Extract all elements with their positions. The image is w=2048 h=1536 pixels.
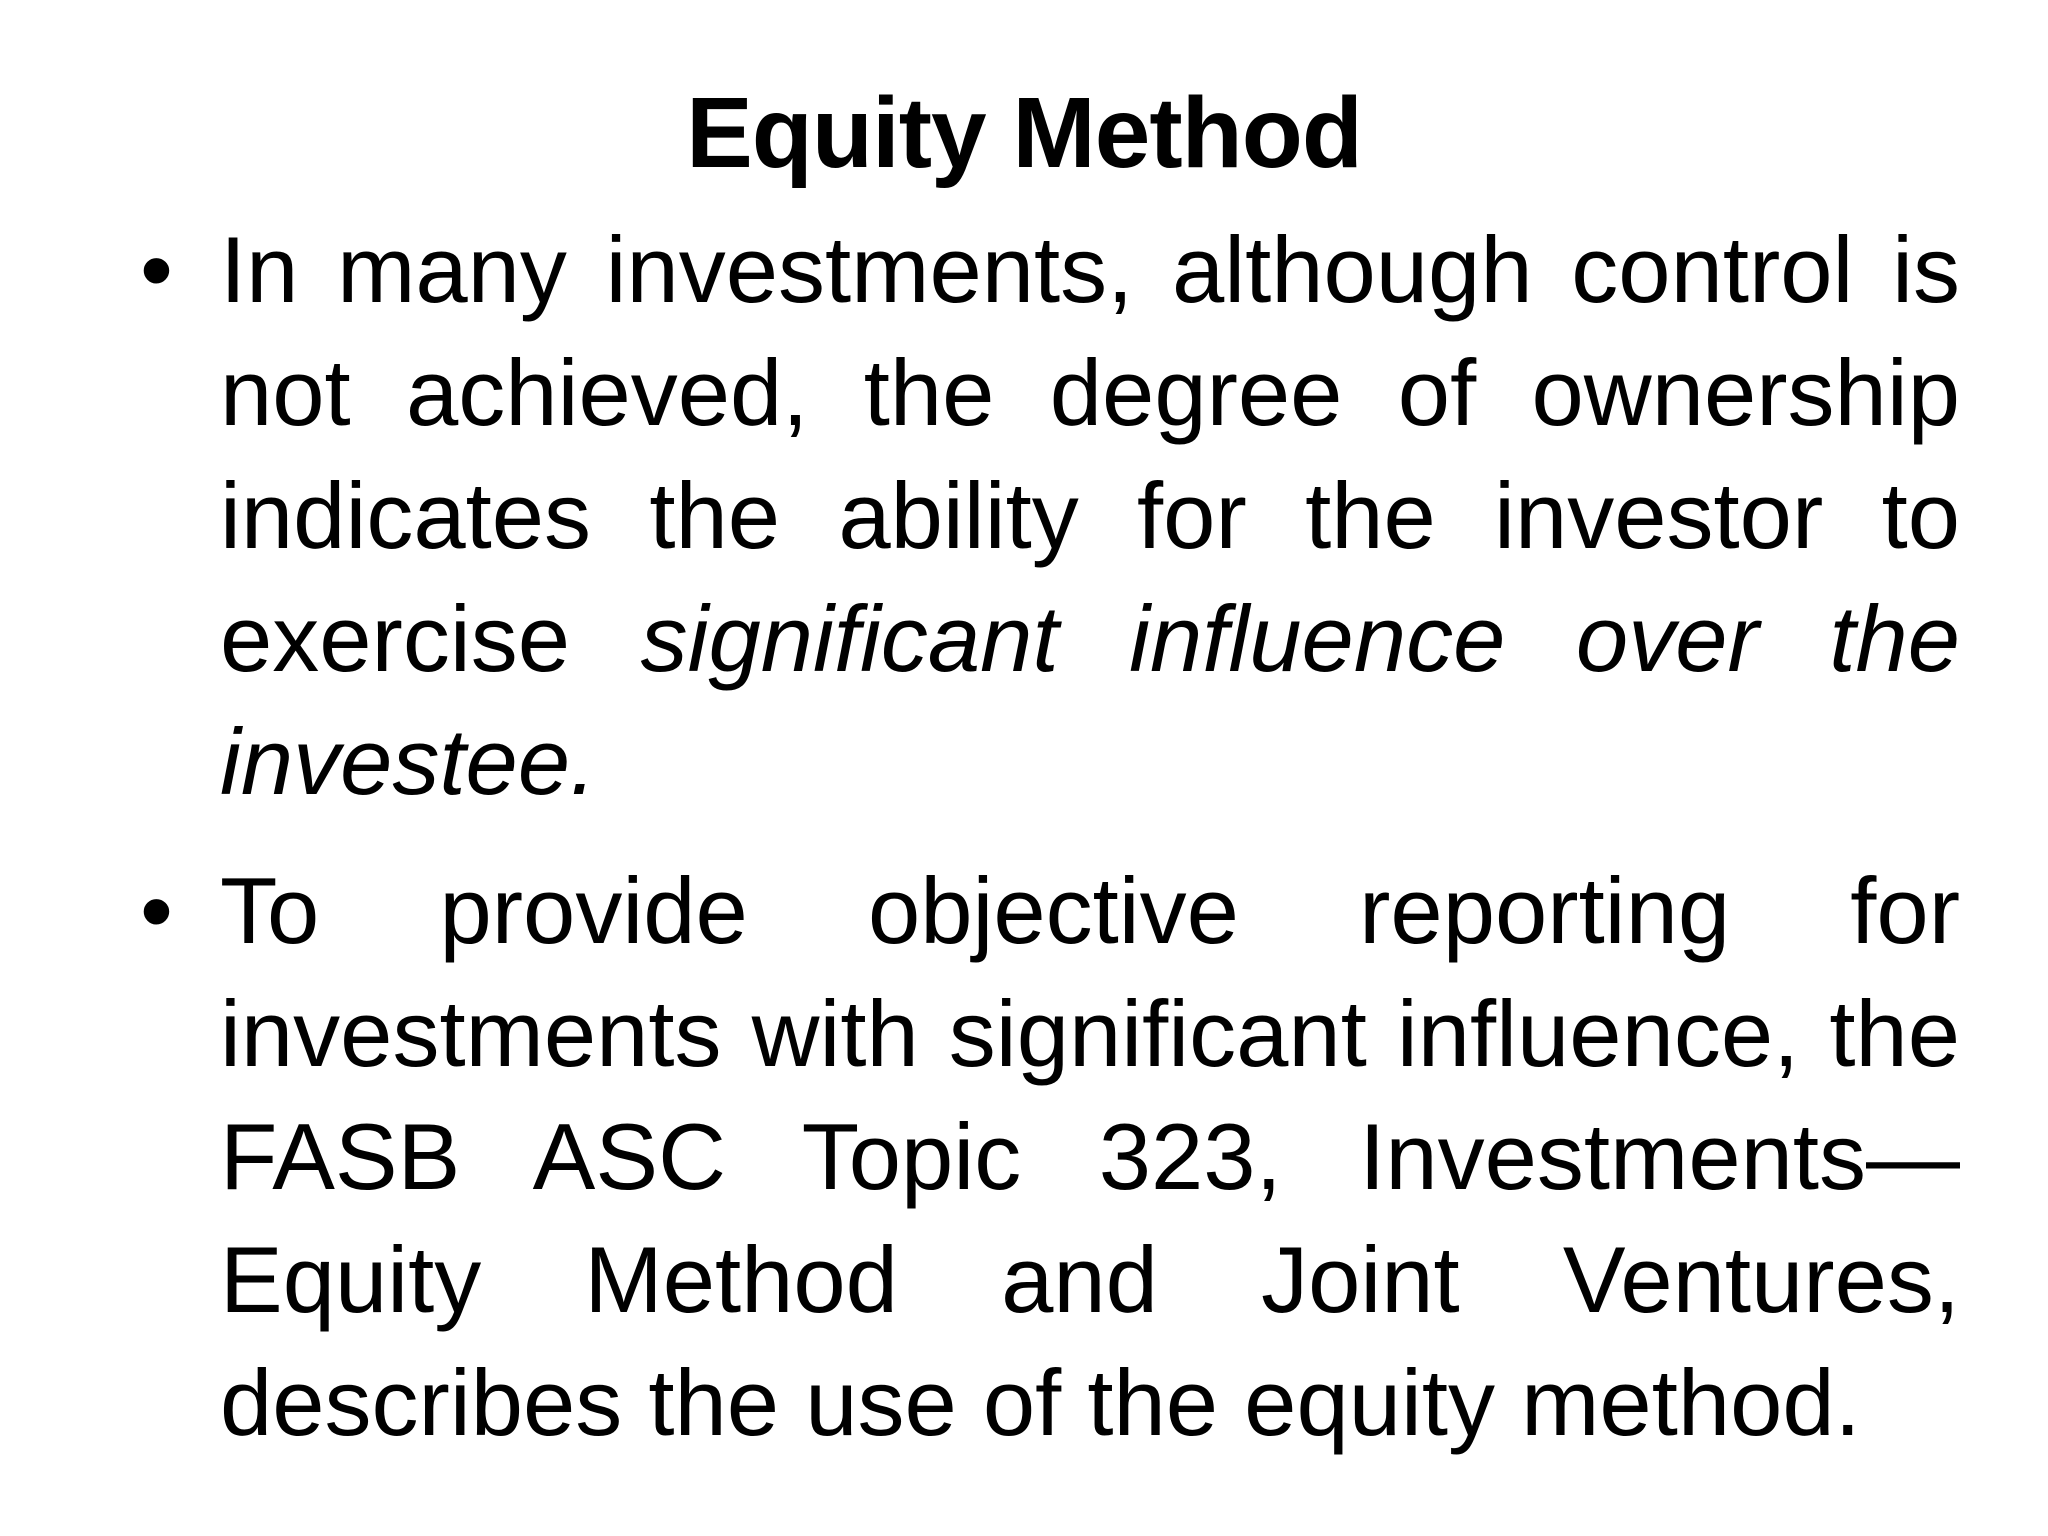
bullet-text: To provide objective reporting for investments with significant influence, the FASB ASC Topic 323, Investments—Equity Method and Joint Ventures, describes the use of the equity method.	[220, 858, 1960, 1455]
bullet-list	[140, 208, 1960, 1464]
bullet-item	[140, 849, 1960, 1464]
bullet-text-italic: significant influence over the investee.	[220, 586, 1961, 814]
slide-title: Equity Method	[686, 77, 1362, 189]
bullet-icon: •	[140, 217, 173, 322]
bullet-icon: •	[140, 858, 173, 963]
bullet-item	[140, 208, 1960, 823]
bullet-text: In many investments, although control is not achieved, the degree of ownership indicates the ability for the investor to exercise	[220, 217, 1960, 691]
